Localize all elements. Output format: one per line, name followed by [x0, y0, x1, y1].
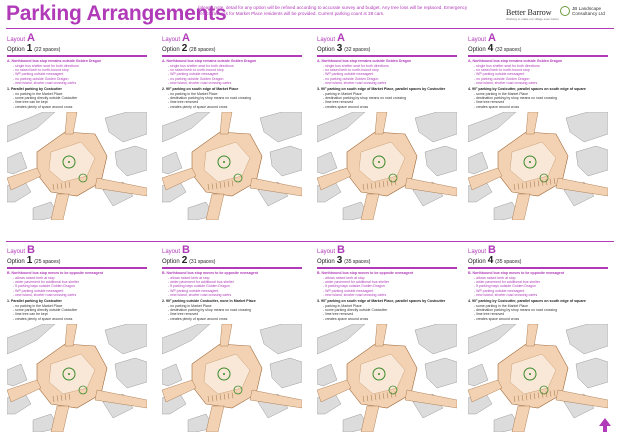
layout-letter: B — [182, 244, 190, 256]
option-word: Option — [317, 259, 335, 265]
parking-item: - lime tree removed — [323, 100, 354, 105]
parking-item: - some parking in the Market Place — [474, 304, 529, 308]
option-word: Option — [468, 259, 486, 265]
option-panel — [7, 32, 157, 232]
bus-stop-item: - WP parking outside newsagent — [168, 72, 219, 77]
space-count: (22 spaces) — [34, 47, 61, 53]
cross-icon — [378, 373, 380, 375]
parking-item: - lime tree removed — [168, 100, 199, 105]
bus-stop-item: - no raised kerb to north-bound stop — [323, 68, 379, 73]
bus-stop-item: - no parking outside Golden Dragon — [168, 76, 224, 81]
parking-item: - no parking in Market Place — [168, 304, 212, 308]
panel-divider — [162, 55, 302, 57]
option-panel — [162, 32, 312, 232]
parking-item: - destination parking by shop means no road crossing — [474, 308, 558, 313]
space-count: (32 spaces) — [344, 47, 371, 53]
parking-item: - destination parking by shop means no road crossing — [168, 96, 252, 101]
space-count: (35 spaces) — [344, 259, 371, 265]
bus-stop-item: - WP parking outside newsagent — [13, 72, 64, 77]
option-word: Option — [162, 259, 180, 265]
jb-landscape-name — [572, 6, 605, 16]
option-label — [7, 255, 60, 266]
option-panel — [162, 244, 312, 435]
parking-item: - no parking in the Market Place — [168, 92, 218, 96]
bus-stop-item: - no raised kerb to north-bound stop — [168, 68, 224, 73]
cross-icon — [68, 373, 70, 375]
parking-item: - creates space around cross — [323, 104, 369, 109]
parking-heading: 4. 90° parking by Costcutter, parallel spaces on south edge of square — [468, 299, 586, 303]
bus-stop-item: - WP parking outside newsagent — [323, 72, 374, 77]
parking-item: - lime tree removed — [168, 312, 199, 317]
bus-stop-item: - no parking outside Golden Dragon — [13, 76, 69, 81]
option-label — [162, 255, 215, 266]
layout-word: Layout — [7, 249, 26, 255]
space-count: (32 spaces) — [495, 47, 522, 53]
option-panel — [468, 32, 618, 232]
space-count: (35 spaces) — [495, 259, 522, 265]
site-plan-map — [317, 324, 457, 432]
parking-item: - creates space around cross — [474, 316, 520, 321]
parking-item: - lime tree can be kept — [13, 312, 48, 317]
layout-letter: A — [27, 32, 35, 44]
option-panel — [468, 244, 618, 435]
panel-divider — [468, 267, 608, 269]
option-number: 4 — [487, 43, 494, 54]
parking-item: - destination parking by shop means no road crossing — [323, 96, 407, 101]
bus-stop-item: - no parking outside Golden Dragon — [474, 76, 530, 81]
bus-stop-heading: B. Northbound bus stop moves to be opposite newsagent — [7, 271, 104, 275]
bus-stop-item: - new island, shorter road crossing cartrs — [168, 292, 232, 297]
better-barrow-tagline: Working to make our village even better — [506, 17, 559, 21]
jb-landscape-logo-icon — [560, 6, 570, 16]
bus-stop-item: - 5 parking bays outside Golden Dragon — [474, 284, 536, 289]
bus-stop-item: - 5 parking bays outside Golden Dragon — [168, 284, 230, 289]
panel-divider — [317, 267, 457, 269]
option-panel — [7, 244, 157, 435]
bus-stop-heading: A. Northbound bus stop remains outside Golden Dragon — [162, 59, 257, 63]
page-title: Parking Arrangements — [6, 2, 227, 25]
header-note: (please note, detail for any option will be refined according to accurate survey and budget. Any tree loss will be replaced. Emergency vehicle/access for Market Place residents will be provided. Current parking count is 38 cars. — [198, 5, 468, 16]
bus-stop-heading: A. Northbound bus stop remains outside Golden Dragon — [468, 59, 563, 63]
layout-letter: B — [488, 244, 496, 256]
option-number: 1 — [26, 255, 33, 266]
site-plan-map — [162, 324, 302, 432]
cross-icon — [68, 161, 70, 163]
bus-stop-item: - new island, shorter road crossing cartrs — [474, 292, 538, 297]
bus-stop-item: - no raised kerb to north-bound stop — [13, 68, 69, 73]
option-panel — [317, 32, 467, 232]
option-word: Option — [162, 47, 180, 53]
cross-icon — [223, 373, 225, 375]
bus-stop-item: - single bus shelter seat for both directions — [474, 64, 540, 68]
bus-stop-heading: B. Northbound bus stop moves to be opposite newsagent — [317, 271, 414, 275]
space-count: (25 spaces) — [34, 259, 61, 265]
bus-stop-item: - wider pavement for additional bus shelter — [323, 280, 389, 285]
cross-icon — [529, 161, 531, 163]
bus-stop-item: - new island, shorter road crossing cartrs — [323, 292, 387, 297]
option-panel — [317, 244, 467, 435]
parking-item: - creates space around cross — [474, 104, 520, 109]
layout-word: Layout — [317, 37, 336, 43]
parking-heading: 2. 90° parking on south edge of Market Place — [162, 87, 239, 91]
bus-stop-item: - new island, shorter road crossing cartrs — [474, 80, 538, 85]
bus-stop-heading: A. Northbound bus stop remains outside Golden Dragon — [317, 59, 412, 63]
layout-word: Layout — [468, 37, 487, 43]
cross-icon — [378, 161, 380, 163]
bus-stop-item: - allows raised kerb at stop — [13, 276, 55, 280]
option-label — [468, 255, 521, 266]
parking-item: - no parking in the Market Place — [13, 304, 63, 308]
bus-stop-item: - new island, shorter road crossing cartrs — [13, 80, 77, 85]
bus-stop-item: - WP parking outside newsagent — [13, 288, 64, 293]
layout-word: Layout — [162, 249, 181, 255]
site-plan-map — [468, 324, 608, 432]
bus-stop-item: - allows raised kerb at stop — [323, 276, 365, 280]
parking-item: - lime tree removed — [323, 312, 354, 317]
better-barrow-logo: Better Barrow — [506, 8, 552, 17]
jb-landscape-line1: JB Landscape — [572, 6, 602, 11]
option-word: Option — [468, 47, 486, 53]
option-number: 1 — [26, 43, 33, 54]
site-plan-map — [7, 324, 147, 432]
bus-stop-item: - 5 parking bays outside Golden Dragon — [13, 284, 75, 289]
site-plan-map — [317, 112, 457, 220]
option-label — [468, 43, 521, 54]
layout-letter: A — [337, 32, 345, 44]
parking-item: - parking in Market Place — [323, 92, 362, 96]
header-divider — [6, 28, 614, 29]
option-number: 2 — [181, 255, 188, 266]
bus-stop-heading: B. Northbound bus stop moves to be opposite newsagent — [468, 271, 565, 275]
parking-item: - lime tree can be kept — [13, 100, 48, 105]
panel-divider — [317, 55, 457, 57]
parking-item: - creates plenty of space around cross — [13, 104, 73, 109]
parking-item: - some parking directly outside Costcutter — [13, 308, 78, 313]
parking-heading: 4. 90° parking by Costcutter, parallel spaces on south edge of square — [468, 87, 586, 91]
space-count: (31 spaces) — [189, 259, 216, 265]
cross-icon — [529, 373, 531, 375]
bus-stop-item: - allows raised kerb at stop — [168, 276, 210, 280]
option-number: 4 — [487, 255, 494, 266]
bus-stop-item: - single bus shelter seat for both directions — [168, 64, 234, 68]
bus-stop-heading: B. Northbound bus stop moves to be opposite newsagent — [162, 271, 259, 275]
parking-item: - destination parking by shop means no road crossing — [474, 96, 558, 101]
layout-word: Layout — [7, 37, 26, 43]
parking-item: - parking in Market Place — [323, 304, 362, 308]
bus-stop-item: - WP parking outside newsagent — [474, 288, 525, 293]
bus-stop-item: - new island, shorter road crossing cartrs — [168, 80, 232, 85]
bus-stop-heading: A. Northbound bus stop remains outside Golden Dragon — [7, 59, 102, 63]
site-plan-map — [7, 112, 147, 220]
bus-stop-item: - single bus shelter seat for both directions — [323, 64, 389, 68]
parking-item: - creates plenty of space around cross — [13, 316, 73, 321]
bus-stop-item: - new island, shorter road crossing cartrs — [13, 292, 77, 297]
option-number: 3 — [336, 43, 343, 54]
parking-item: - creates space around cross — [323, 316, 369, 321]
option-word: Option — [7, 47, 25, 53]
option-label — [162, 43, 215, 54]
parking-heading: 3. 90° parking on south edge of Market Place, parallel spaces by Costcutter — [317, 87, 446, 91]
option-word: Option — [7, 259, 25, 265]
site-plan-map — [468, 112, 608, 220]
panel-divider — [468, 55, 608, 57]
parking-item: - some parking directly outside Costcutter — [323, 308, 388, 313]
bus-stop-item: - wider pavement for additional bus shelter — [474, 280, 540, 285]
option-label — [7, 43, 60, 54]
layout-word: Layout — [468, 249, 487, 255]
bus-stop-item: - wider pavement for additional bus shelter — [168, 280, 234, 285]
option-label — [317, 255, 370, 266]
parking-heading: 1. Parallel parking by Costcutter — [7, 87, 62, 91]
bus-stop-item: - single bus shelter seat for both directions — [13, 64, 79, 68]
parking-item: - some parking directly outside Costcutter — [13, 96, 78, 101]
panel-divider — [162, 267, 302, 269]
option-label — [317, 43, 370, 54]
bus-stop-item: - no raised kerb to north-bound stop — [474, 68, 530, 73]
bus-stop-item: - no parking outside Golden Dragon — [323, 76, 379, 81]
layout-letter: B — [337, 244, 345, 256]
parking-heading: 2. 90° parking outside Costcutter, none in Market Place — [162, 299, 256, 303]
parking-item: - creates plenty of space around cross — [168, 104, 228, 109]
parking-item: - lime tree removed — [474, 100, 505, 105]
layout-letter: A — [488, 32, 496, 44]
cross-icon — [223, 161, 225, 163]
layout-word: Layout — [162, 37, 181, 43]
parking-item: - lime tree removed — [474, 312, 505, 317]
bus-stop-item: - allows raised kerb at stop — [474, 276, 516, 280]
bus-stop-item: - wider pavement for additional bus shelter — [13, 280, 79, 285]
parking-item: - creates plenty of space around cross — [168, 316, 228, 321]
option-number: 3 — [336, 255, 343, 266]
jb-landscape-line2: Consultancy Ltd — [572, 11, 605, 17]
site-plan-map — [162, 112, 302, 220]
row-divider — [6, 241, 614, 242]
parking-item: - some parking in the Market Place — [474, 92, 529, 96]
bus-stop-item: - WP parking outside newsagent — [323, 288, 374, 293]
panel-divider — [7, 55, 147, 57]
bus-stop-item: - new island, shorter road crossing cartrs — [323, 80, 387, 85]
option-word: Option — [317, 47, 335, 53]
bus-stop-item: - WP parking outside newsagent — [474, 72, 525, 77]
option-number: 2 — [181, 43, 188, 54]
layout-word: Layout — [317, 249, 336, 255]
parking-heading: 3. 90° parking on south edge of Market Place, parallel spaces by Costcutter — [317, 299, 446, 303]
bus-stop-item: - WP parking outside newsagent — [168, 288, 219, 293]
parking-item: - destination parking by shop means no road crossing — [168, 308, 252, 313]
parking-item: - no parking in the Market Place — [13, 92, 63, 96]
space-count: (28 spaces) — [189, 47, 216, 53]
north-arrow-icon — [598, 418, 612, 432]
layout-letter: A — [182, 32, 190, 44]
panel-divider — [7, 267, 147, 269]
layout-letter: B — [27, 244, 35, 256]
parking-heading: 1. Parallel parking by Costcutter — [7, 299, 62, 303]
bus-stop-item: - 5 parking bays outside Golden Dragon — [323, 284, 385, 289]
